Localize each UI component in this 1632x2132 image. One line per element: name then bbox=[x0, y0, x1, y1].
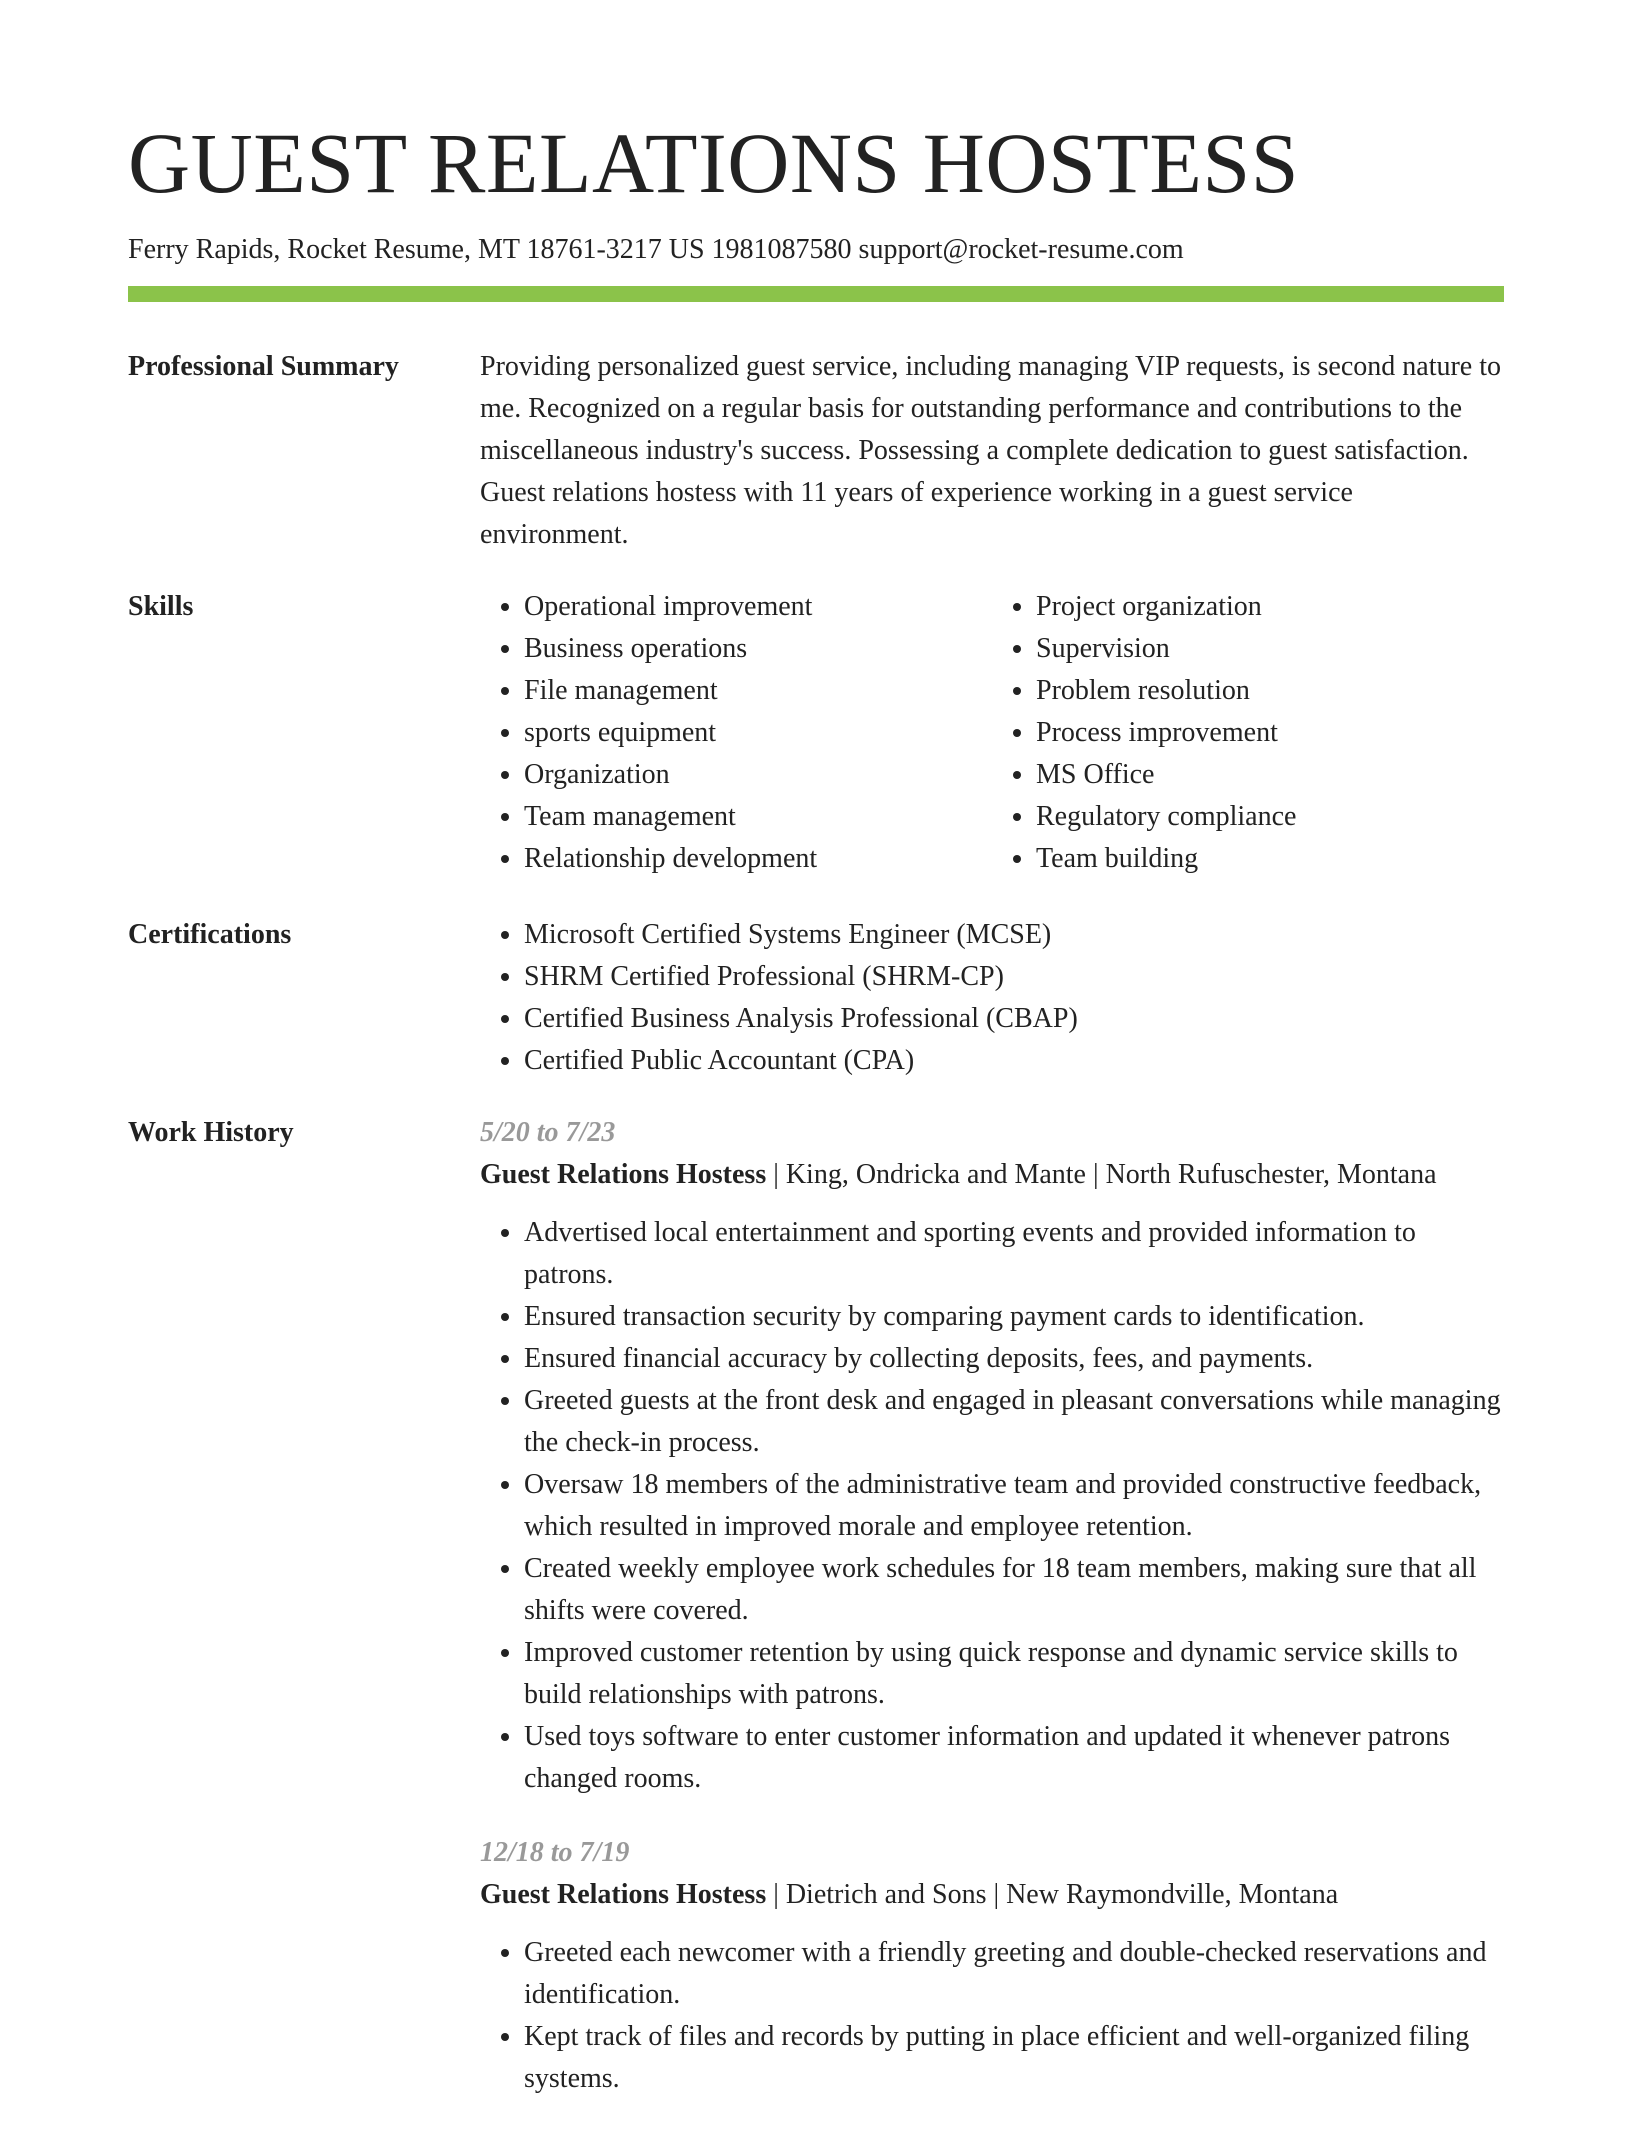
job-bullet: • Greeted each newcomer with a friendly greeting and double-checked reservations and identification. bbox=[524, 1932, 1504, 2016]
job-bullet: • Ensured transaction security by comparing payment cards to identification. bbox=[524, 1296, 1504, 1338]
skills-heading: Skills bbox=[128, 591, 194, 622]
skill-item: • Team building bbox=[1036, 838, 1504, 880]
accent-divider bbox=[128, 286, 1504, 302]
job-heading bbox=[480, 1154, 1504, 1196]
job-details: | King, Ondricka and Mante | North Rufuschester, Montana bbox=[766, 1159, 1437, 1190]
work-history-heading: Work History bbox=[128, 1117, 294, 1148]
job-bullet: • Improved customer retention by using quick response and dynamic service skills to build relationships with patrons. bbox=[524, 1632, 1504, 1716]
skill-item: • Operational improvement bbox=[524, 586, 992, 628]
certification-item: • SHRM Certified Professional (SHRM-CP) bbox=[524, 956, 1504, 998]
job-dates: 12/18 to 7/19 bbox=[480, 1837, 630, 1868]
job-bullet-list bbox=[480, 1932, 1504, 2100]
job-bullet: • Used toys software to enter customer information and updated it whenever patrons changed rooms. bbox=[524, 1716, 1504, 1800]
certifications-heading: Certifications bbox=[128, 919, 292, 950]
job-bullet: • Kept track of files and records by putting in place efficient and well-organized filing systems. bbox=[524, 2016, 1504, 2100]
skills-body bbox=[480, 586, 1504, 880]
job-details: | Dietrich and Sons | New Raymondville, Montana bbox=[766, 1879, 1339, 1910]
certification-item: • Microsoft Certified Systems Engineer (MCSE) bbox=[524, 914, 1504, 956]
job-entry bbox=[480, 1832, 1504, 2100]
skill-item: • Organization bbox=[524, 754, 992, 796]
summary-body bbox=[480, 346, 1504, 556]
skill-item: • Relationship development bbox=[524, 838, 992, 880]
resume-title: GUEST RELATIONS HOSTESS bbox=[128, 115, 1300, 211]
summary-heading: Professional Summary bbox=[128, 351, 399, 382]
job-bullet: • Advertised local entertainment and sporting events and provided information to patrons. bbox=[524, 1212, 1504, 1296]
skill-item: • File management bbox=[524, 670, 992, 712]
certifications-list bbox=[480, 914, 1504, 1082]
job-dates: 5/20 to 7/23 bbox=[480, 1117, 616, 1148]
contact-info: Ferry Rapids, Rocket Resume, MT 18761-3217 US 1981087580 support@rocket-resume.com bbox=[128, 234, 1184, 265]
job-bullet: • Oversaw 18 members of the administrative team and provided constructive feedback, which resulted in improved morale and employee retention. bbox=[524, 1464, 1504, 1548]
job-bullet: • Greeted guests at the front desk and engaged in pleasant conversations while managing the check-in process. bbox=[524, 1380, 1504, 1464]
job-title: Guest Relations Hostess bbox=[480, 1159, 767, 1190]
job-heading bbox=[480, 1874, 1504, 1916]
job-bullet-list bbox=[480, 1212, 1504, 1800]
skills-list-left bbox=[480, 586, 992, 880]
skill-item: • sports equipment bbox=[524, 712, 992, 754]
certification-item: • Certified Business Analysis Professional (CBAP) bbox=[524, 998, 1504, 1040]
certifications-body bbox=[480, 914, 1504, 1082]
skill-item: • Team management bbox=[524, 796, 992, 838]
skill-item: • Business operations bbox=[524, 628, 992, 670]
job-entry bbox=[480, 1112, 1504, 1800]
certification-item: • Certified Public Accountant (CPA) bbox=[524, 1040, 1504, 1082]
work-history-body bbox=[480, 1112, 1504, 2132]
summary-text: Providing personalized guest service, including managing VIP requests, is second nature to me. Recognized on a regular basis for outstanding performance and contributions to the miscellaneous industry's success. Possessing a complete dedication to guest satisfaction. Guest relations hostess with 11 years of experience working in a guest service environment. bbox=[480, 351, 1502, 550]
job-title: Guest Relations Hostess bbox=[480, 1879, 767, 1910]
job-bullet: • Created weekly employee work schedules for 18 team members, making sure that all shifts were covered. bbox=[524, 1548, 1504, 1632]
skills-list-right bbox=[992, 586, 1504, 880]
skill-item: • Project organization bbox=[1036, 586, 1504, 628]
skill-item: • MS Office bbox=[1036, 754, 1504, 796]
skill-item: • Problem resolution bbox=[1036, 670, 1504, 712]
skill-item: • Process improvement bbox=[1036, 712, 1504, 754]
skill-item: • Supervision bbox=[1036, 628, 1504, 670]
skill-item: • Regulatory compliance bbox=[1036, 796, 1504, 838]
job-bullet: • Ensured financial accuracy by collecting deposits, fees, and payments. bbox=[524, 1338, 1504, 1380]
